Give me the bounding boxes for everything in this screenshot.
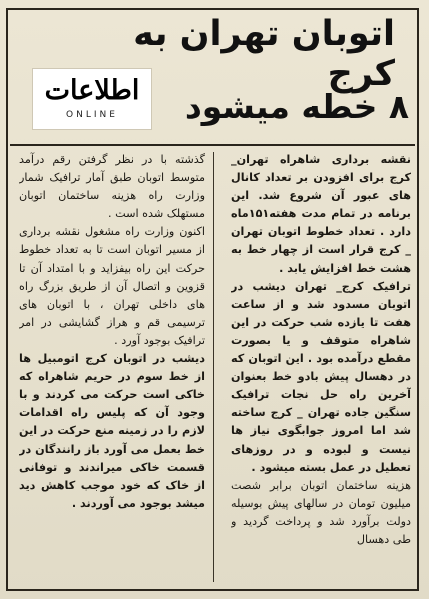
headline-line-2: ۸ خطه میشود bbox=[184, 87, 409, 126]
article-column-left bbox=[19, 151, 205, 586]
logo-wordmark: اطلاعات bbox=[44, 75, 140, 106]
column-divider bbox=[213, 152, 214, 582]
article-paragraph: دیشب در اتوبان کرج اتومبیل ها از خط سوم در حریم شاهراه که خاکی است حرکت می کردند و با وجود آن که پلیس راه اقدامات لازم را در زمینه منع حرکت در این خط بعمل می آورد باز رانندگان در قسمت خاکی میراندند و توفانی از خاک که خود موجب کاهش دید میشد بوجود می آوردند . bbox=[19, 352, 205, 510]
article-paragraph: نقشه برداری شاهراه تهران_ کرج برای افزودن بر تعداد کانال های عبور آن شروع شد. این برنامه در تمام مدت هفته۱۵۱ماه دارد . تعداد خطوط اتوبان تهران _ کرج قرار است از چهار خط به هشت خط افزایش یابد . bbox=[231, 153, 411, 275]
article-paragraph: هزینه ساختمان اتوبان برابر شصت میلیون تومان در سالهای پیش بوسیله دولت برآورد شد و پرداخت گردید و طی دهسال bbox=[231, 478, 411, 546]
article-paragraph: ترافیک کرج_ تهران دیشب در اتوبان مسدود شد و از ساعت هفت تا یازده شب حرکت در این شاهراه متوقف و یا بصورت مقطع درآمده بود . این اتوبان که در دهسال پیش بادو خط بعنوان آخرین راه حل نجات ترافیک سنگین جاده تهران _ کرج ساخته شد اما امروز جوابگوی نیاز ها نیست و لبوده و در روزهای تعطیل در عمل بسته میشود . bbox=[231, 279, 411, 474]
article-paragraph: گذشته با در نظر گرفتن رقم درآمد متوسط اتوبان طبق آمار ترافیک شمار وزارت راه هزینه ساختمان اتوبان مستهلک شده است . bbox=[19, 153, 205, 221]
logo-subtitle: ONLINE bbox=[66, 110, 118, 120]
article-paragraph: اکنون وزارت راه مشغول نقشه برداری از مسیر اتوبان است تا به تعداد خطوط حرکت این راه بیفزاید و با امتداد آن تا قزوین و اتصال آن از طریق بزرگ راه های داخلی تهران ، با اتوبان های ترسیمی قم و هراز گشایشی در امر ترافیک بوجود آورد . bbox=[19, 225, 205, 347]
ettelaat-online-logo bbox=[32, 68, 152, 130]
headline-line-1: اتوبان تهران به کرج bbox=[133, 14, 395, 94]
headline-rule bbox=[10, 144, 415, 146]
article-column-right bbox=[231, 151, 411, 591]
